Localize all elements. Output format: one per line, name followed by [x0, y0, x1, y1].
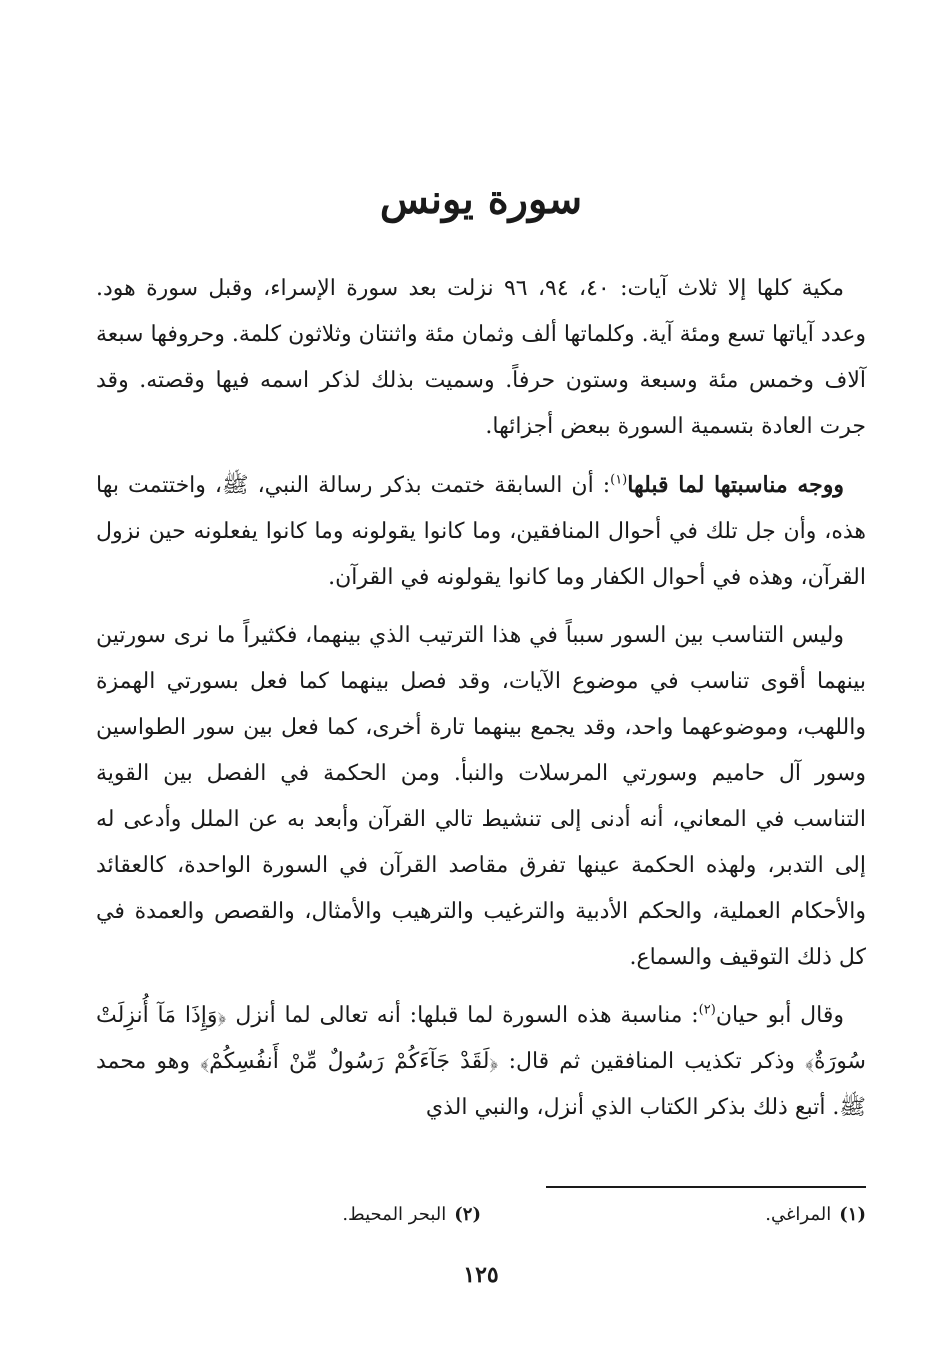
footnote-1: [481, 1200, 866, 1230]
footnotes: [96, 1200, 866, 1230]
body-text: [96, 266, 866, 1131]
footnote-ref-2[interactable]: (٢): [698, 1002, 716, 1018]
footnote-divider: [546, 1186, 866, 1188]
book-page: [96, 0, 866, 1364]
footnote-ref-1[interactable]: (١): [610, 472, 628, 488]
footnote-number: (٢): [454, 1204, 481, 1225]
footnote-text: المراغي.: [765, 1204, 832, 1225]
footnote-text: البحر المحيط.: [342, 1204, 447, 1225]
footnote-2: [342, 1200, 481, 1230]
paragraph-relation: [96, 462, 866, 601]
relation-text: : أن السابقة ختمت بذكر رسالة النبي، ﷺ، واختتمت بها هذه، وأن جل تلك في أحوال المنافقين، وما كانوا يقولونه وما كانوا يفعلونه حين نزول القرآن، وهذه في أحوال الكفار وما كانوا يقولونه في القرآن.: [96, 473, 866, 590]
footnote-number: (١): [839, 1204, 866, 1225]
relation-lead: ووجه مناسبتها لما قبلها: [627, 472, 844, 498]
page-number: ١٢٥: [463, 1262, 499, 1288]
abu-hayyan-text: : مناسبة هذه السورة لما قبلها: أنه تعالى لما أنزل ﴿وَإِذَا مَآ أُنزِلَتْ سُورَةٌ﴾ وذكر تكذيب المنافقين ثم قال: ﴿لَقَدْ جَآءَكُمْ رَسُولٌ مِّنْ أَنفُسِكُمْ﴾ وهو محمد ﷺ. أتبع ذلك بذكر الكتاب الذي أنزل، والنبي الذي: [96, 1003, 866, 1120]
paragraph-arrangement: وليس التناسب بين السور سبباً في هذا الترتيب الذي بينهما، فكثيراً ما نرى سورتين بينهما أقوى تناسب في موضوع الآيات، وقد فصل بينهما كما فعل بسورتي الهمزة واللهب، وموضوعهما واحد، وقد يجمع بينهما تارة أخرى، كما فعل بين سور الطواسين وسور آل حاميم وسورتي المرسلات والنبأ. ومن الحكمة في الفصل بين القوية التناسب في المعاني، أنه أدنى إلى تنشيط تالي القرآن وأبعد به عن الملل وأدعى له إلى التدبر، ولهذه الحكمة عينها تفرق مقاصد القرآن في السورة الواحدة، كالعقائد والأحكام العملية، والحكم الأدبية والترغيب والترهيب والأمثال، والقصص والعمدة في كل ذلك التوقيف والسماع.: [96, 623, 866, 970]
paragraph-intro: مكية كلها إلا ثلاث آيات: ٤٠، ٩٤، ٩٦ نزلت بعد سورة الإسراء، وقبل سورة هود. وعدد آياتها تسع ومئة آية. وكلماتها ألف وثمان مئة واثنتان وثلاثون كلمة. وحروفها سبعة آلاف وخمس مئة وسبعة وستون حرفاً. وسميت بذلك لذكر اسمه فيها وقصته. وقد جرت العادة بتسمية السورة ببعض أجزائها.: [96, 276, 866, 439]
abu-hayyan-start: وقال أبو حيان: [715, 1003, 844, 1028]
surah-title: سورة يونس: [379, 176, 583, 223]
paragraph-abu-hayyan: [96, 993, 866, 1131]
